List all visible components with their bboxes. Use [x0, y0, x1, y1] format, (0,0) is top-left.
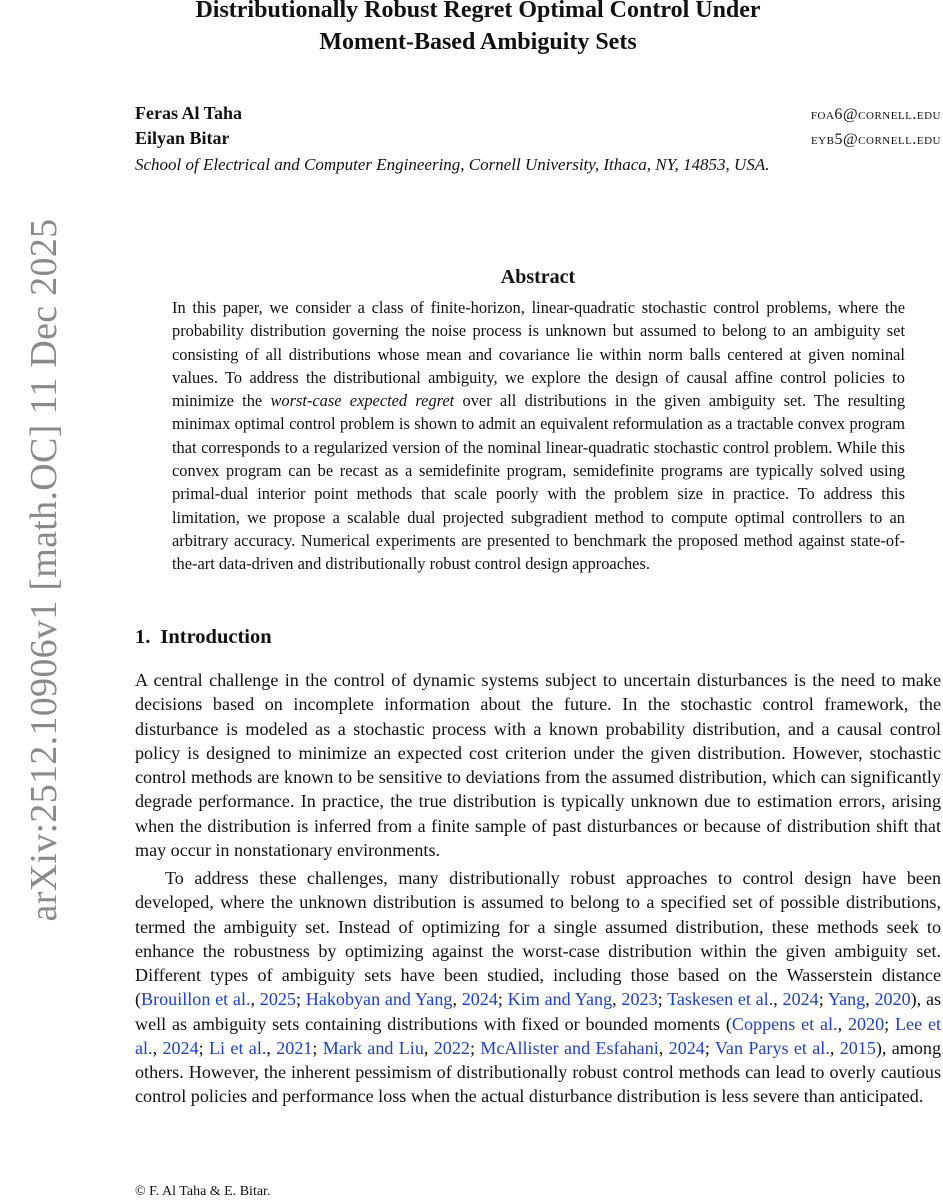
author-block	[135, 103, 941, 175]
section-heading-introduction	[135, 626, 272, 649]
paper-title-line-2: Moment-Based Ambiguity Sets	[319, 29, 637, 55]
paper-title	[120, 0, 836, 58]
citation-year-link[interactable]: 2015	[839, 1037, 876, 1058]
section-number: 1.	[135, 626, 151, 648]
citation-year-link[interactable]: 2024	[668, 1037, 705, 1058]
abstract-emphasis: worst-case expected regret	[270, 391, 455, 411]
footer-copyright: © F. Al Taha & E. Bitar.	[135, 1184, 271, 1199]
author-email: foa6@cornell.edu	[810, 106, 941, 123]
citation-year-link[interactable]: 2025	[259, 989, 296, 1010]
author-row	[135, 103, 941, 128]
paragraph: A central challenge in the control of dynamic systems subject to uncertain disturbances is the need to make decisions based on incomplete information about the future. In the stochastic control framework, the disturbance is modeled as a stochastic process with a known probability distribution, and a causal control policy is designed to minimize an expected cost criterion under the given distribution. However, stochastic control methods are known to be sensitive to deviations from the assumed distribution, which can significantly degrade performance. In practice, the true distribution is typically unknown due to estimation errors, arising when the distribution is inferred from a finite sample of past disturbances or because of distribution shift that may occur in nonstationary environments.	[135, 670, 941, 860]
paragraph-text: ), among others. However, the inherent pessimism of distributionally robust control methods can lead to overly cautious control policies and performance loss when the actual disturbance distribution is less severe than anticipated.	[135, 1037, 941, 1107]
citation-author-link[interactable]: Yang	[827, 989, 866, 1010]
citation-author-link[interactable]: Taskesen et al.	[667, 989, 774, 1010]
citation-author-link[interactable]: Van Parys et al.	[714, 1037, 830, 1058]
paragraph-text: To address these challenges, many distributionally robust approaches to control design have been developed, where the unknown distribution is assumed to belong to a specified set of possible distributions, termed the ambiguity set. Instead of optimizing for a single assumed distribution, these methods seek to enhance the robustness by optimizing against the worst-case distribution within the given ambiguity set. Different types of ambiguity sets have been studied, including those based on the Wasserstein distance (	[135, 868, 941, 1010]
citation-author-link[interactable]: McAllister and Esfahani	[480, 1037, 659, 1058]
citation-year-link[interactable]: 2022	[433, 1037, 470, 1058]
citation-author-link[interactable]: Mark and Liu	[322, 1037, 424, 1058]
introduction-body	[135, 668, 941, 1109]
citation-year-link[interactable]: 2024	[162, 1037, 199, 1058]
author-name: Eilyan Bitar	[135, 128, 230, 148]
citation-group: Coppens et al., 2020; Lee et al., 2024; Li et al., 2021; Mark and Liu, 2022; McAllister and Esfahani, 2024; Van Parys et al., 2015	[135, 1013, 942, 1058]
paragraph-text: ), as well as ambiguity sets containing distributions with fixed or bounded moments (	[135, 989, 942, 1034]
author-name: Feras Al Taha	[135, 103, 243, 123]
citation-year-link[interactable]: 2023	[621, 989, 658, 1010]
section-title: Introduction	[160, 626, 272, 648]
citation-year-link[interactable]: 2020	[874, 989, 911, 1010]
paragraph	[135, 866, 941, 1109]
abstract-text: In this paper, we consider a class of finite-horizon, linear-quadratic stochastic control problems, where the probability distribution governing the noise process is unknown but assumed to belong to an ambiguity set consisting of all distributions whose mean and covariance lie within norm balls centered at given nominal values. To address the distributional ambiguity, we explore the design of causal affine control policies to minimize the	[172, 298, 905, 411]
citation-year-link[interactable]: 2024	[461, 989, 498, 1010]
author-email: eyb5@cornell.edu	[810, 131, 941, 148]
citation-author-link[interactable]: Brouillon et al.	[141, 989, 251, 1010]
citation-author-link[interactable]: Kim and Yang	[507, 989, 613, 1010]
author-row	[135, 128, 941, 153]
abstract-text: over all distributions in the given ambiguity set. The resulting minimax optimal control problem is shown to admit an equivalent reformulation as a tractable convex program that corresponds to a regularized version of the nominal linear-quadratic stochastic control problem. While this convex program can be recast as a semidefinite program, semidefinite programs are typically solved using primal-dual interior point methods that scale poorly with the problem size in practice. To address this limitation, we propose a scalable dual projected subgradient method to compute optimal controllers to an arbitrary accuracy. Numerical experiments are presented to benchmark the proposed method against state-of-the-art data-driven and distributionally robust control design approaches.	[172, 391, 906, 574]
citation-author-link[interactable]: Lee et al.	[135, 1013, 942, 1058]
abstract-body	[172, 296, 905, 576]
citation-group: Brouillon et al., 2025; Hakobyan and Yang, 2024; Kim and Yang, 2023; Taskesen et al., 2024; Yang, 2020	[141, 989, 911, 1010]
citation-year-link[interactable]: 2021	[276, 1037, 313, 1058]
citation-author-link[interactable]: Hakobyan and Yang	[305, 989, 453, 1010]
abstract-heading: Abstract	[500, 266, 576, 288]
arxiv-identifier: arXiv:2512.10906v1 [math.OC] 11 Dec 2025	[23, 218, 65, 922]
paper-title-line-1: Distributionally Robust Regret Optimal Control Under	[195, 0, 761, 23]
citation-year-link[interactable]: 2020	[847, 1013, 885, 1034]
citation-author-link[interactable]: Li et al.	[209, 1037, 267, 1058]
citation-author-link[interactable]: Coppens et al.	[731, 1013, 838, 1034]
citation-year-link[interactable]: 2024	[782, 989, 819, 1010]
affiliation: School of Electrical and Computer Engineering, Cornell University, Ithaca, NY, 14853, USA.	[135, 155, 770, 174]
